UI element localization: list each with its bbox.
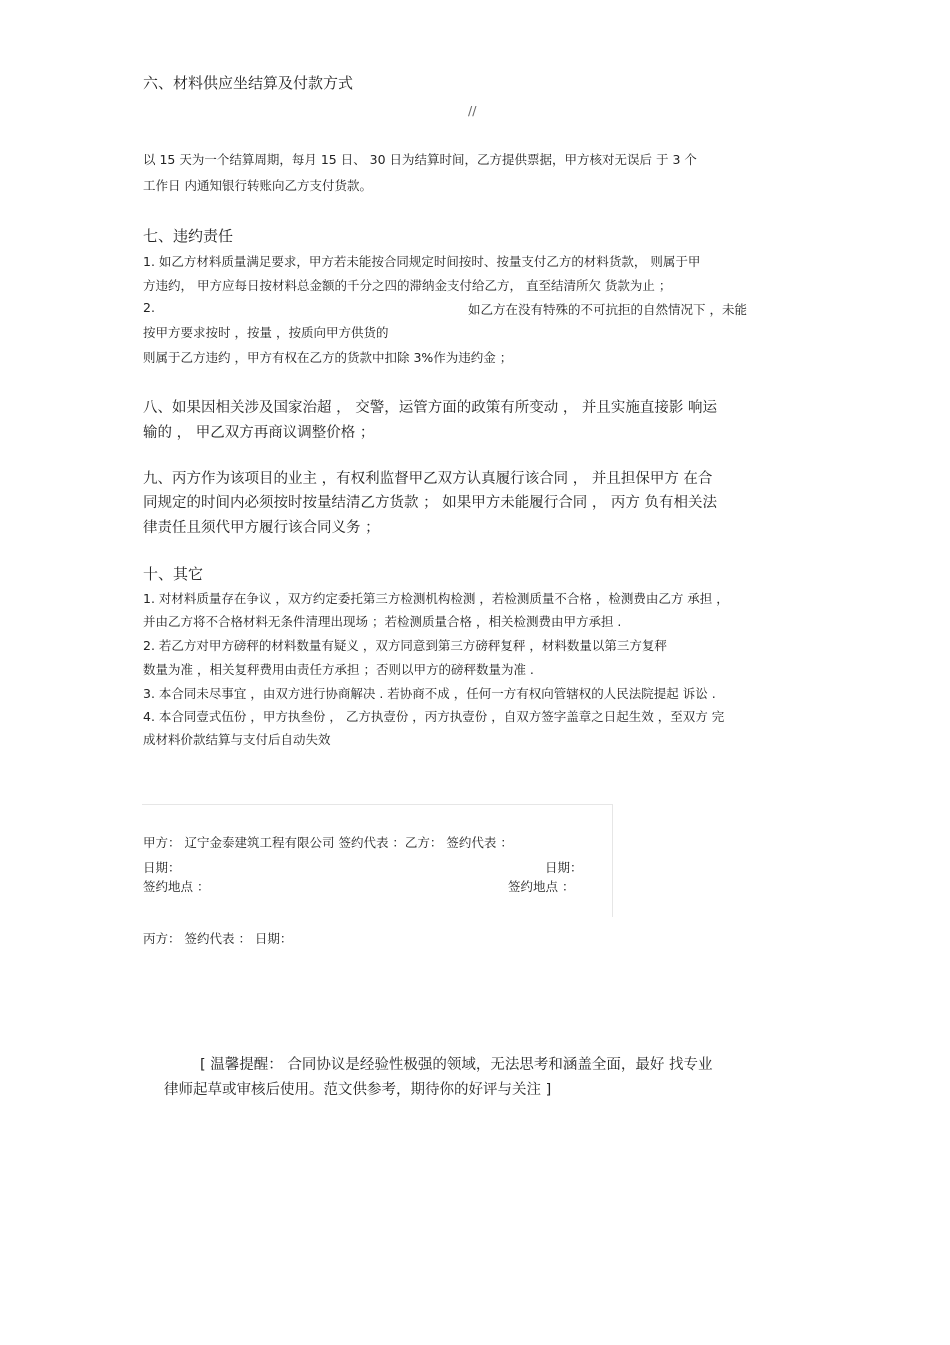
section-10-line-7: 成材料价款结算与支付后自动失效 — [143, 732, 331, 747]
signature-party-ab: 甲方： 辽宁金泰建筑工程有限公司 签约代表 ：乙方： 签约代表 ： — [143, 835, 513, 850]
section-10-title: 十、其它 — [143, 565, 204, 583]
signature-party-c: 丙方： 签约代表 ： 日期： — [143, 931, 293, 946]
reminder-line-2: 律师起草或审核后使用。范文供参考，期待你的好评与关注 ] — [164, 1082, 552, 1098]
signature-date-left: 日期： — [143, 860, 181, 875]
signature-place-right: 签约地点 ： — [508, 879, 575, 894]
section-9-line-1: 九、丙方作为该项目的业主 ，有权利监督甲乙双方认真履行该合同 ， 并且担保甲方 在合 — [143, 471, 713, 487]
section-7-line-4: 按甲方要求按时 ，按量 ，按质向甲方供货的 — [143, 325, 389, 340]
section-7-line-3-num: 2. — [143, 300, 155, 315]
section-10-line-6: 4. 本合同壹式伍份 ，甲方执叁份 ， 乙方执壹份 ，丙方执壹份 ，自双方签字盖章之日起生效 ，至双方 完 — [143, 709, 725, 724]
section-9-line-2: 同规定的时间内必须按时按量结清乙方货款 ； 如果甲方未能履行合同 ， 丙方 负有相关法 — [143, 495, 718, 511]
section-8-line-2: 输的 ， 甲乙双方再商议调整价格 ； — [143, 425, 375, 441]
signature-place-left: 签约地点 ： — [143, 879, 210, 894]
section-10-line-5: 3. 本合同未尽事宜 ，由双方进行协商解决 . 若协商不成 ，任何一方有权向管辖权的人民法院提起 诉讼 . — [143, 686, 716, 701]
reminder-line-1: [ 温馨提醒： 合同协议是经验性极强的领域，无法思考和涵盖全面，最好 找专业 — [200, 1057, 713, 1073]
section-10-line-1: 1. 对材料质量存在争议 ，双方约定委托第三方检测机构检测 ，若检测质量不合格 ，检测费由乙方 承担 ， — [143, 591, 729, 606]
section-10-line-2: 并由乙方将不合格材料无条件清理出现场 ；若检测质量合格 ，相关检测费由甲方承担 . — [143, 614, 622, 629]
section-10-line-3: 2. 若乙方对甲方磅秤的材料数量有疑义 ，双方同意到第三方磅秤复秤 ，材料数量以第三方复秤 — [143, 638, 667, 653]
section-6-title: 六、材料供应坐结算及付款方式 — [143, 74, 354, 92]
section-6-line-2: 工作日 内通知银行转账向乙方支付货款。 — [143, 178, 372, 193]
section-10-line-4: 数量为准 ，相关复秤费用由责任方承担 ；否则以甲方的磅秤数量为准 . — [143, 662, 534, 677]
section-7-line-1: 1. 如乙方材料质量满足要求，甲方若未能按合同规定时间按时、按量支付乙方的材料货款， 则属于甲 — [143, 254, 701, 269]
section-6-mark: // — [468, 103, 477, 118]
section-7-line-2: 方违约， 甲方应每日按材料总金额的千分之四的滞纳金支付给乙方， 直至结清所欠 货款为止 ； — [143, 278, 672, 293]
section-6-line-1: 以 15 天为一个结算周期，每月 15 日、 30 日为结算时间，乙方提供票据，甲方核对无误后 于 3 个 — [143, 152, 697, 167]
signature-date-right: 日期： — [545, 860, 583, 875]
section-7-line-5: 则属于乙方违约 ，甲方有权在乙方的货款中扣除 3%作为违约金 ； — [143, 350, 513, 365]
signature-box — [142, 804, 613, 917]
section-7-line-3: 如乙方在没有特殊的不可抗拒的自然情况下 ，未能 — [468, 302, 747, 317]
section-9-line-3: 律责任且须代甲方履行该合同义务 ； — [143, 520, 380, 536]
section-8-line-1: 八、如果因相关涉及国家治超 ， 交警，运管方面的政策有所变动 ， 并且实施直接影 响运 — [143, 400, 718, 416]
section-7-title: 七、违约责任 — [143, 227, 234, 245]
